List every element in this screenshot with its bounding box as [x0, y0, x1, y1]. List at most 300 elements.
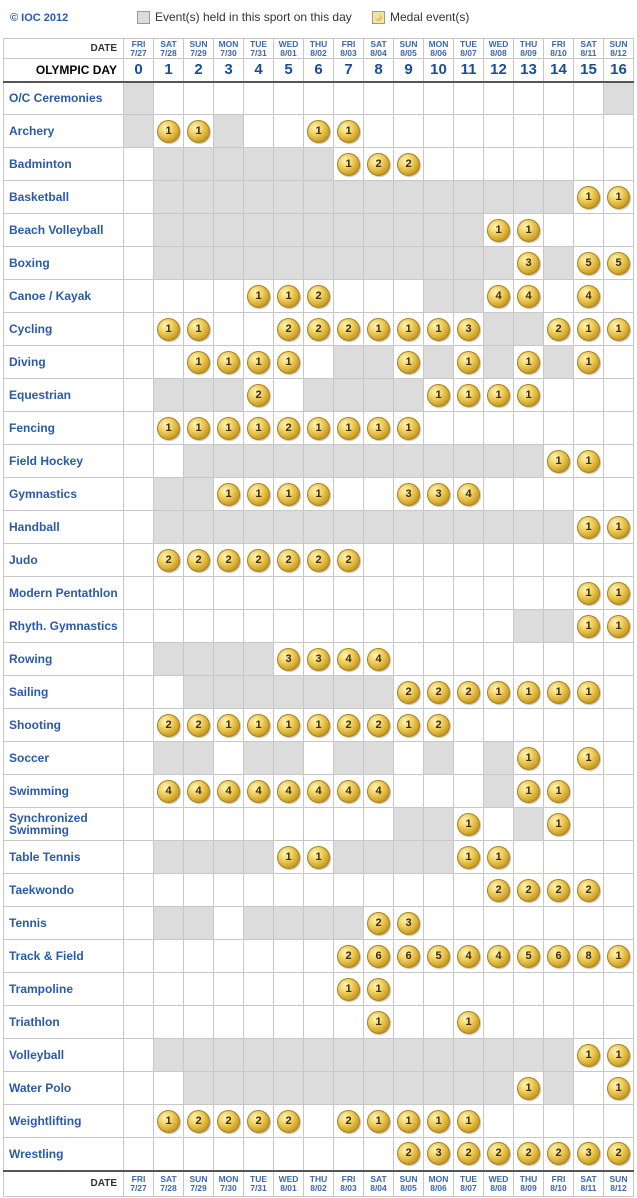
medal-icon[interactable]: 1: [307, 483, 330, 506]
medal-icon[interactable]: 4: [187, 780, 210, 803]
medal-icon[interactable]: 1: [307, 417, 330, 440]
medal-icon[interactable]: 1: [577, 615, 600, 638]
medal-icon[interactable]: 2: [547, 318, 570, 341]
medal-icon[interactable]: 1: [517, 681, 540, 704]
date-cell: [484, 1171, 514, 1197]
medal-icon[interactable]: 4: [457, 945, 480, 968]
empty-cell: [544, 544, 574, 577]
medal-icon[interactable]: 1: [577, 186, 600, 209]
medal-cell: [424, 313, 454, 346]
medal-icon[interactable]: 2: [307, 318, 330, 341]
medal-icon[interactable]: 2: [517, 879, 540, 902]
medal-icon[interactable]: 1: [607, 318, 630, 341]
medal-icon[interactable]: 2: [277, 318, 300, 341]
medal-icon[interactable]: 4: [577, 285, 600, 308]
empty-cell: [424, 1006, 454, 1039]
event-held-cell: [154, 247, 184, 280]
sport-name-link[interactable]: Taekwondo: [4, 874, 124, 907]
empty-cell: [514, 577, 544, 610]
empty-cell: [424, 82, 454, 115]
medal-icon[interactable]: 1: [607, 1044, 630, 1067]
date-md: 8/10: [550, 47, 567, 58]
medal-cell: [304, 280, 334, 313]
medal-icon[interactable]: 2: [337, 549, 360, 572]
medal-icon[interactable]: 1: [217, 714, 240, 737]
medal-cell: [184, 775, 214, 808]
medal-icon[interactable]: 1: [157, 417, 180, 440]
medal-icon[interactable]: 8: [577, 945, 600, 968]
medal-icon[interactable]: 1: [607, 516, 630, 539]
medal-icon[interactable]: 2: [337, 945, 360, 968]
medal-icon[interactable]: 1: [517, 384, 540, 407]
medal-icon[interactable]: 4: [337, 648, 360, 671]
medal-icon[interactable]: 1: [577, 516, 600, 539]
copyright-text: © IOC 2012: [10, 12, 69, 24]
date-md: 8/11: [580, 1182, 597, 1193]
medal-icon[interactable]: 2: [547, 879, 570, 902]
medal-icon[interactable]: 1: [367, 318, 390, 341]
sport-name-link[interactable]: Canoe / Kayak: [4, 280, 124, 313]
date-dow: THU: [309, 38, 328, 49]
event-held-cell: [184, 1039, 214, 1072]
sport-name-link[interactable]: Trampoline: [4, 973, 124, 1006]
event-held-cell: [304, 247, 334, 280]
event-held-cell: [214, 841, 244, 874]
medal-icon[interactable]: 1: [487, 681, 510, 704]
medal-icon[interactable]: 1: [577, 450, 600, 473]
medal-cell: [544, 1138, 574, 1171]
date-cell: [154, 1171, 184, 1197]
medal-icon[interactable]: 1: [487, 219, 510, 242]
medal-icon[interactable]: 1: [577, 351, 600, 374]
sport-name-link[interactable]: Equestrian: [4, 379, 124, 412]
empty-cell: [214, 874, 244, 907]
medal-icon[interactable]: 1: [367, 978, 390, 1001]
medal-icon[interactable]: 4: [277, 780, 300, 803]
medal-icon[interactable]: 1: [517, 1077, 540, 1100]
sport-name-link[interactable]: Water Polo: [4, 1072, 124, 1105]
medal-icon[interactable]: 1: [517, 219, 540, 242]
medal-cell: [544, 808, 574, 841]
empty-cell: [454, 643, 484, 676]
medal-icon[interactable]: 1: [607, 186, 630, 209]
medal-icon[interactable]: 5: [607, 252, 630, 275]
medal-icon[interactable]: 1: [397, 417, 420, 440]
medal-icon[interactable]: 4: [367, 648, 390, 671]
empty-cell: [184, 874, 214, 907]
medal-icon[interactable]: 1: [427, 318, 450, 341]
empty-cell: [214, 940, 244, 973]
sport-name-link[interactable]: Beach Volleyball: [4, 214, 124, 247]
medal-icon[interactable]: 1: [577, 318, 600, 341]
medal-icon[interactable]: 1: [247, 714, 270, 737]
event-held-cell: [244, 1039, 274, 1072]
medal-icon[interactable]: 1: [187, 318, 210, 341]
medal-cell: [604, 247, 634, 280]
medal-icon[interactable]: 2: [187, 1110, 210, 1133]
medal-icon[interactable]: 2: [217, 549, 240, 572]
empty-cell: [484, 643, 514, 676]
medal-icon[interactable]: 2: [397, 153, 420, 176]
medal-icon[interactable]: 1: [157, 120, 180, 143]
medal-icon[interactable]: 2: [187, 549, 210, 572]
medal-icon[interactable]: 1: [607, 945, 630, 968]
medal-icon[interactable]: 3: [397, 912, 420, 935]
event-held-cell: [544, 1072, 574, 1105]
sport-name-link[interactable]: Synchronized Swimming: [4, 808, 124, 841]
medal-icon[interactable]: 2: [157, 549, 180, 572]
sport-name-link[interactable]: Swimming: [4, 775, 124, 808]
medal-icon[interactable]: 1: [217, 417, 240, 440]
event-held-cell: [484, 742, 514, 775]
empty-cell: [424, 874, 454, 907]
medal-cell: [454, 808, 484, 841]
medal-icon[interactable]: 3: [397, 483, 420, 506]
medal-icon[interactable]: 1: [547, 780, 570, 803]
date-md: 8/04: [370, 47, 387, 58]
empty-cell: [574, 808, 604, 841]
sport-name-link[interactable]: Archery: [4, 115, 124, 148]
medal-icon[interactable]: 1: [487, 846, 510, 869]
medal-icon[interactable]: 1: [337, 978, 360, 1001]
empty-cell: [304, 874, 334, 907]
empty-cell: [274, 940, 304, 973]
medal-icon[interactable]: 3: [517, 252, 540, 275]
empty-cell: [364, 1138, 394, 1171]
medal-icon[interactable]: 1: [367, 417, 390, 440]
medal-icon[interactable]: 4: [217, 780, 240, 803]
date-dow: TUE: [250, 1173, 267, 1184]
event-held-cell: [424, 511, 454, 544]
medal-icon[interactable]: 1: [577, 747, 600, 770]
medal-icon[interactable]: 1: [187, 120, 210, 143]
sport-name-link[interactable]: Diving: [4, 346, 124, 379]
medal-icon[interactable]: 1: [457, 846, 480, 869]
medal-icon[interactable]: 1: [157, 318, 180, 341]
medal-icon[interactable]: 6: [367, 945, 390, 968]
sport-name-link[interactable]: Judo: [4, 544, 124, 577]
medal-icon[interactable]: 4: [307, 780, 330, 803]
legend-held-label: Event(s) held in this sport on this day: [155, 10, 352, 24]
medal-icon[interactable]: 1: [367, 1110, 390, 1133]
medal-icon[interactable]: 2: [217, 1110, 240, 1133]
sport-row: [4, 940, 634, 973]
medal-icon[interactable]: 2: [247, 384, 270, 407]
medal-icon[interactable]: 4: [247, 780, 270, 803]
medal-icon[interactable]: 1: [247, 285, 270, 308]
sport-name-link[interactable]: Gymnastics: [4, 478, 124, 511]
medal-icon[interactable]: 4: [157, 780, 180, 803]
medal-icon[interactable]: 1: [607, 615, 630, 638]
date-dow: SUN: [189, 1173, 208, 1184]
date-dow: MON: [218, 1173, 239, 1184]
sport-name-link[interactable]: Weightlifting: [4, 1105, 124, 1138]
medal-icon[interactable]: 5: [427, 945, 450, 968]
medal-icon[interactable]: 2: [427, 681, 450, 704]
medal-cell: [364, 775, 394, 808]
medal-icon[interactable]: 1: [397, 318, 420, 341]
medal-icon[interactable]: 2: [337, 318, 360, 341]
medal-icon[interactable]: 1: [277, 285, 300, 308]
medal-icon[interactable]: 1: [517, 351, 540, 374]
medal-icon[interactable]: 1: [577, 1044, 600, 1067]
empty-cell: [394, 577, 424, 610]
sport-name-link[interactable]: Badminton: [4, 148, 124, 181]
medal-icon[interactable]: 2: [397, 1142, 420, 1165]
event-held-cell: [544, 1039, 574, 1072]
medal-icon[interactable]: 6: [547, 945, 570, 968]
medal-icon[interactable]: 1: [247, 483, 270, 506]
medal-cell: [514, 676, 544, 709]
sport-name-link[interactable]: Fencing: [4, 412, 124, 445]
medal-icon[interactable]: 1: [547, 681, 570, 704]
medal-icon[interactable]: 4: [457, 483, 480, 506]
empty-cell: [454, 115, 484, 148]
medal-icon[interactable]: 1: [397, 1110, 420, 1133]
medal-icon[interactable]: 2: [547, 1142, 570, 1165]
event-held-cell: [394, 1072, 424, 1105]
medal-icon[interactable]: 1: [457, 351, 480, 374]
event-held-cell: [214, 115, 244, 148]
medal-cell: [394, 709, 424, 742]
medal-icon[interactable]: 1: [307, 120, 330, 143]
medal-cell: [514, 742, 544, 775]
medal-icon[interactable]: 1: [547, 813, 570, 836]
medal-icon[interactable]: 2: [247, 549, 270, 572]
empty-cell: [574, 775, 604, 808]
sport-name-link[interactable]: Basketball: [4, 181, 124, 214]
sport-name-link[interactable]: Modern Pentathlon: [4, 577, 124, 610]
sport-name-link[interactable]: Track & Field: [4, 940, 124, 973]
medal-icon[interactable]: 2: [487, 879, 510, 902]
medal-icon[interactable]: 1: [457, 1011, 480, 1034]
event-held-cell: [214, 445, 244, 478]
empty-cell: [574, 973, 604, 1006]
medal-icon[interactable]: 4: [487, 285, 510, 308]
medal-icon[interactable]: 2: [157, 714, 180, 737]
sport-name-link[interactable]: O/C Ceremonies: [4, 82, 124, 115]
empty-cell: [604, 841, 634, 874]
sport-name-link[interactable]: Volleyball: [4, 1039, 124, 1072]
sport-name-link[interactable]: Tennis: [4, 907, 124, 940]
sport-name-link[interactable]: Rhyth. Gymnastics: [4, 610, 124, 643]
medal-icon[interactable]: 6: [397, 945, 420, 968]
medal-icon[interactable]: 2: [367, 153, 390, 176]
medal-cell: [184, 313, 214, 346]
medal-icon[interactable]: 1: [457, 813, 480, 836]
event-held-cell: [274, 907, 304, 940]
medal-icon[interactable]: 1: [187, 417, 210, 440]
medal-icon[interactable]: 1: [307, 714, 330, 737]
medal-icon[interactable]: 2: [337, 1110, 360, 1133]
medal-icon[interactable]: 2: [247, 1110, 270, 1133]
event-held-cell: [214, 1039, 244, 1072]
medal-icon[interactable]: 1: [427, 1110, 450, 1133]
empty-cell: [214, 973, 244, 1006]
event-held-cell: [454, 445, 484, 478]
medal-icon[interactable]: 2: [457, 1142, 480, 1165]
medal-icon[interactable]: 1: [457, 384, 480, 407]
empty-cell: [244, 115, 274, 148]
medal-icon[interactable]: 2: [607, 1142, 630, 1165]
medal-icon[interactable]: 1: [277, 714, 300, 737]
empty-cell: [214, 1006, 244, 1039]
empty-cell: [424, 610, 454, 643]
medal-icon[interactable]: 2: [487, 1142, 510, 1165]
medal-icon[interactable]: 2: [457, 681, 480, 704]
sport-name-link[interactable]: Wrestling: [4, 1138, 124, 1171]
medal-cell: [574, 1138, 604, 1171]
medal-icon[interactable]: 4: [367, 780, 390, 803]
medal-icon[interactable]: 1: [487, 384, 510, 407]
empty-cell: [364, 808, 394, 841]
medal-icon[interactable]: 2: [577, 879, 600, 902]
medal-icon[interactable]: 4: [517, 285, 540, 308]
medal-icon[interactable]: 2: [307, 285, 330, 308]
medal-icon[interactable]: 2: [307, 549, 330, 572]
medal-icon[interactable]: 1: [157, 1110, 180, 1133]
medal-icon[interactable]: 1: [607, 1077, 630, 1100]
empty-cell: [124, 148, 154, 181]
medal-icon[interactable]: 1: [217, 483, 240, 506]
empty-cell: [544, 82, 574, 115]
medal-icon[interactable]: 2: [367, 714, 390, 737]
olympic-day-number: 16: [604, 59, 634, 82]
date-dow: SAT: [370, 1173, 387, 1184]
sport-name-link[interactable]: Rowing: [4, 643, 124, 676]
medal-icon[interactable]: 1: [607, 582, 630, 605]
empty-cell: [424, 775, 454, 808]
empty-cell: [124, 643, 154, 676]
medal-icon[interactable]: 1: [337, 417, 360, 440]
sport-name-link[interactable]: Sailing: [4, 676, 124, 709]
medal-icon[interactable]: 1: [247, 351, 270, 374]
sport-name-link[interactable]: Triathlon: [4, 1006, 124, 1039]
medal-cell: [574, 511, 604, 544]
sport-name-link[interactable]: Field Hockey: [4, 445, 124, 478]
sport-row: [4, 841, 634, 874]
medal-cell: [304, 478, 334, 511]
medal-cell: [574, 280, 604, 313]
date-dow: SUN: [399, 38, 418, 49]
medal-icon[interactable]: 3: [307, 648, 330, 671]
medal-cell: [484, 874, 514, 907]
medal-icon[interactable]: 2: [397, 681, 420, 704]
medal-icon[interactable]: 3: [457, 318, 480, 341]
empty-cell: [184, 577, 214, 610]
sport-name-link[interactable]: Boxing: [4, 247, 124, 280]
medal-icon[interactable]: 1: [277, 483, 300, 506]
medal-icon[interactable]: 3: [427, 483, 450, 506]
sport-row: [4, 280, 634, 313]
medal-icon[interactable]: 1: [577, 582, 600, 605]
medal-icon[interactable]: 3: [577, 1142, 600, 1165]
medal-icon[interactable]: 2: [277, 1110, 300, 1133]
empty-cell: [274, 808, 304, 841]
medal-icon[interactable]: 4: [337, 780, 360, 803]
date-dow: SAT: [160, 38, 177, 49]
medal-icon[interactable]: 5: [577, 252, 600, 275]
empty-cell: [154, 445, 184, 478]
medal-icon[interactable]: 3: [277, 648, 300, 671]
sport-row: [4, 676, 634, 709]
sport-name-link[interactable]: Table Tennis: [4, 841, 124, 874]
medal-icon[interactable]: 1: [547, 450, 570, 473]
medal-icon[interactable]: 1: [187, 351, 210, 374]
event-held-cell: [364, 445, 394, 478]
medal-icon[interactable]: 1: [337, 120, 360, 143]
medal-icon[interactable]: 1: [577, 681, 600, 704]
sport-row: [4, 1138, 634, 1171]
date-dow: SAT: [580, 38, 597, 49]
empty-cell: [274, 115, 304, 148]
empty-cell: [574, 907, 604, 940]
medal-cell: [514, 1072, 544, 1105]
sport-name-link[interactable]: Shooting: [4, 709, 124, 742]
medal-icon[interactable]: 1: [277, 351, 300, 374]
sport-name-link[interactable]: Cycling: [4, 313, 124, 346]
medal-icon[interactable]: 5: [517, 945, 540, 968]
medal-icon[interactable]: 2: [517, 1142, 540, 1165]
event-held-cell: [184, 181, 214, 214]
medal-icon[interactable]: 4: [487, 945, 510, 968]
empty-cell: [274, 610, 304, 643]
sport-row: [4, 478, 634, 511]
medal-icon[interactable]: 2: [367, 912, 390, 935]
medal-icon[interactable]: 1: [427, 384, 450, 407]
medal-icon[interactable]: 2: [187, 714, 210, 737]
empty-cell: [604, 709, 634, 742]
empty-cell: [124, 907, 154, 940]
empty-cell: [394, 775, 424, 808]
medal-icon[interactable]: 2: [277, 417, 300, 440]
medal-icon[interactable]: 2: [337, 714, 360, 737]
medal-icon[interactable]: 1: [277, 846, 300, 869]
medal-icon[interactable]: 1: [397, 714, 420, 737]
medal-cell: [574, 874, 604, 907]
sport-name-link[interactable]: Soccer: [4, 742, 124, 775]
medal-icon[interactable]: 1: [457, 1110, 480, 1133]
medal-icon[interactable]: 3: [427, 1142, 450, 1165]
event-held-cell: [274, 742, 304, 775]
medal-icon[interactable]: 1: [337, 153, 360, 176]
empty-cell: [484, 1105, 514, 1138]
medal-icon[interactable]: 1: [307, 846, 330, 869]
event-held-cell: [274, 181, 304, 214]
medal-icon[interactable]: 1: [217, 351, 240, 374]
olympic-day-number: 10: [424, 59, 454, 82]
sport-name-link[interactable]: Handball: [4, 511, 124, 544]
event-held-cell: [484, 1039, 514, 1072]
medal-icon[interactable]: 1: [247, 417, 270, 440]
medal-icon[interactable]: 2: [427, 714, 450, 737]
medal-icon[interactable]: 1: [517, 780, 540, 803]
sport-row: [4, 181, 634, 214]
medal-icon[interactable]: 1: [397, 351, 420, 374]
medal-icon[interactable]: 1: [367, 1011, 390, 1034]
medal-icon[interactable]: 2: [277, 549, 300, 572]
event-held-cell: [394, 181, 424, 214]
empty-cell: [514, 544, 544, 577]
event-held-cell: [184, 445, 214, 478]
date-cell: [514, 39, 544, 59]
medal-icon[interactable]: 1: [517, 747, 540, 770]
date-dow: SAT: [580, 1173, 597, 1184]
event-held-cell: [454, 511, 484, 544]
empty-cell: [214, 808, 244, 841]
date-cell: [274, 1171, 304, 1197]
empty-cell: [604, 544, 634, 577]
